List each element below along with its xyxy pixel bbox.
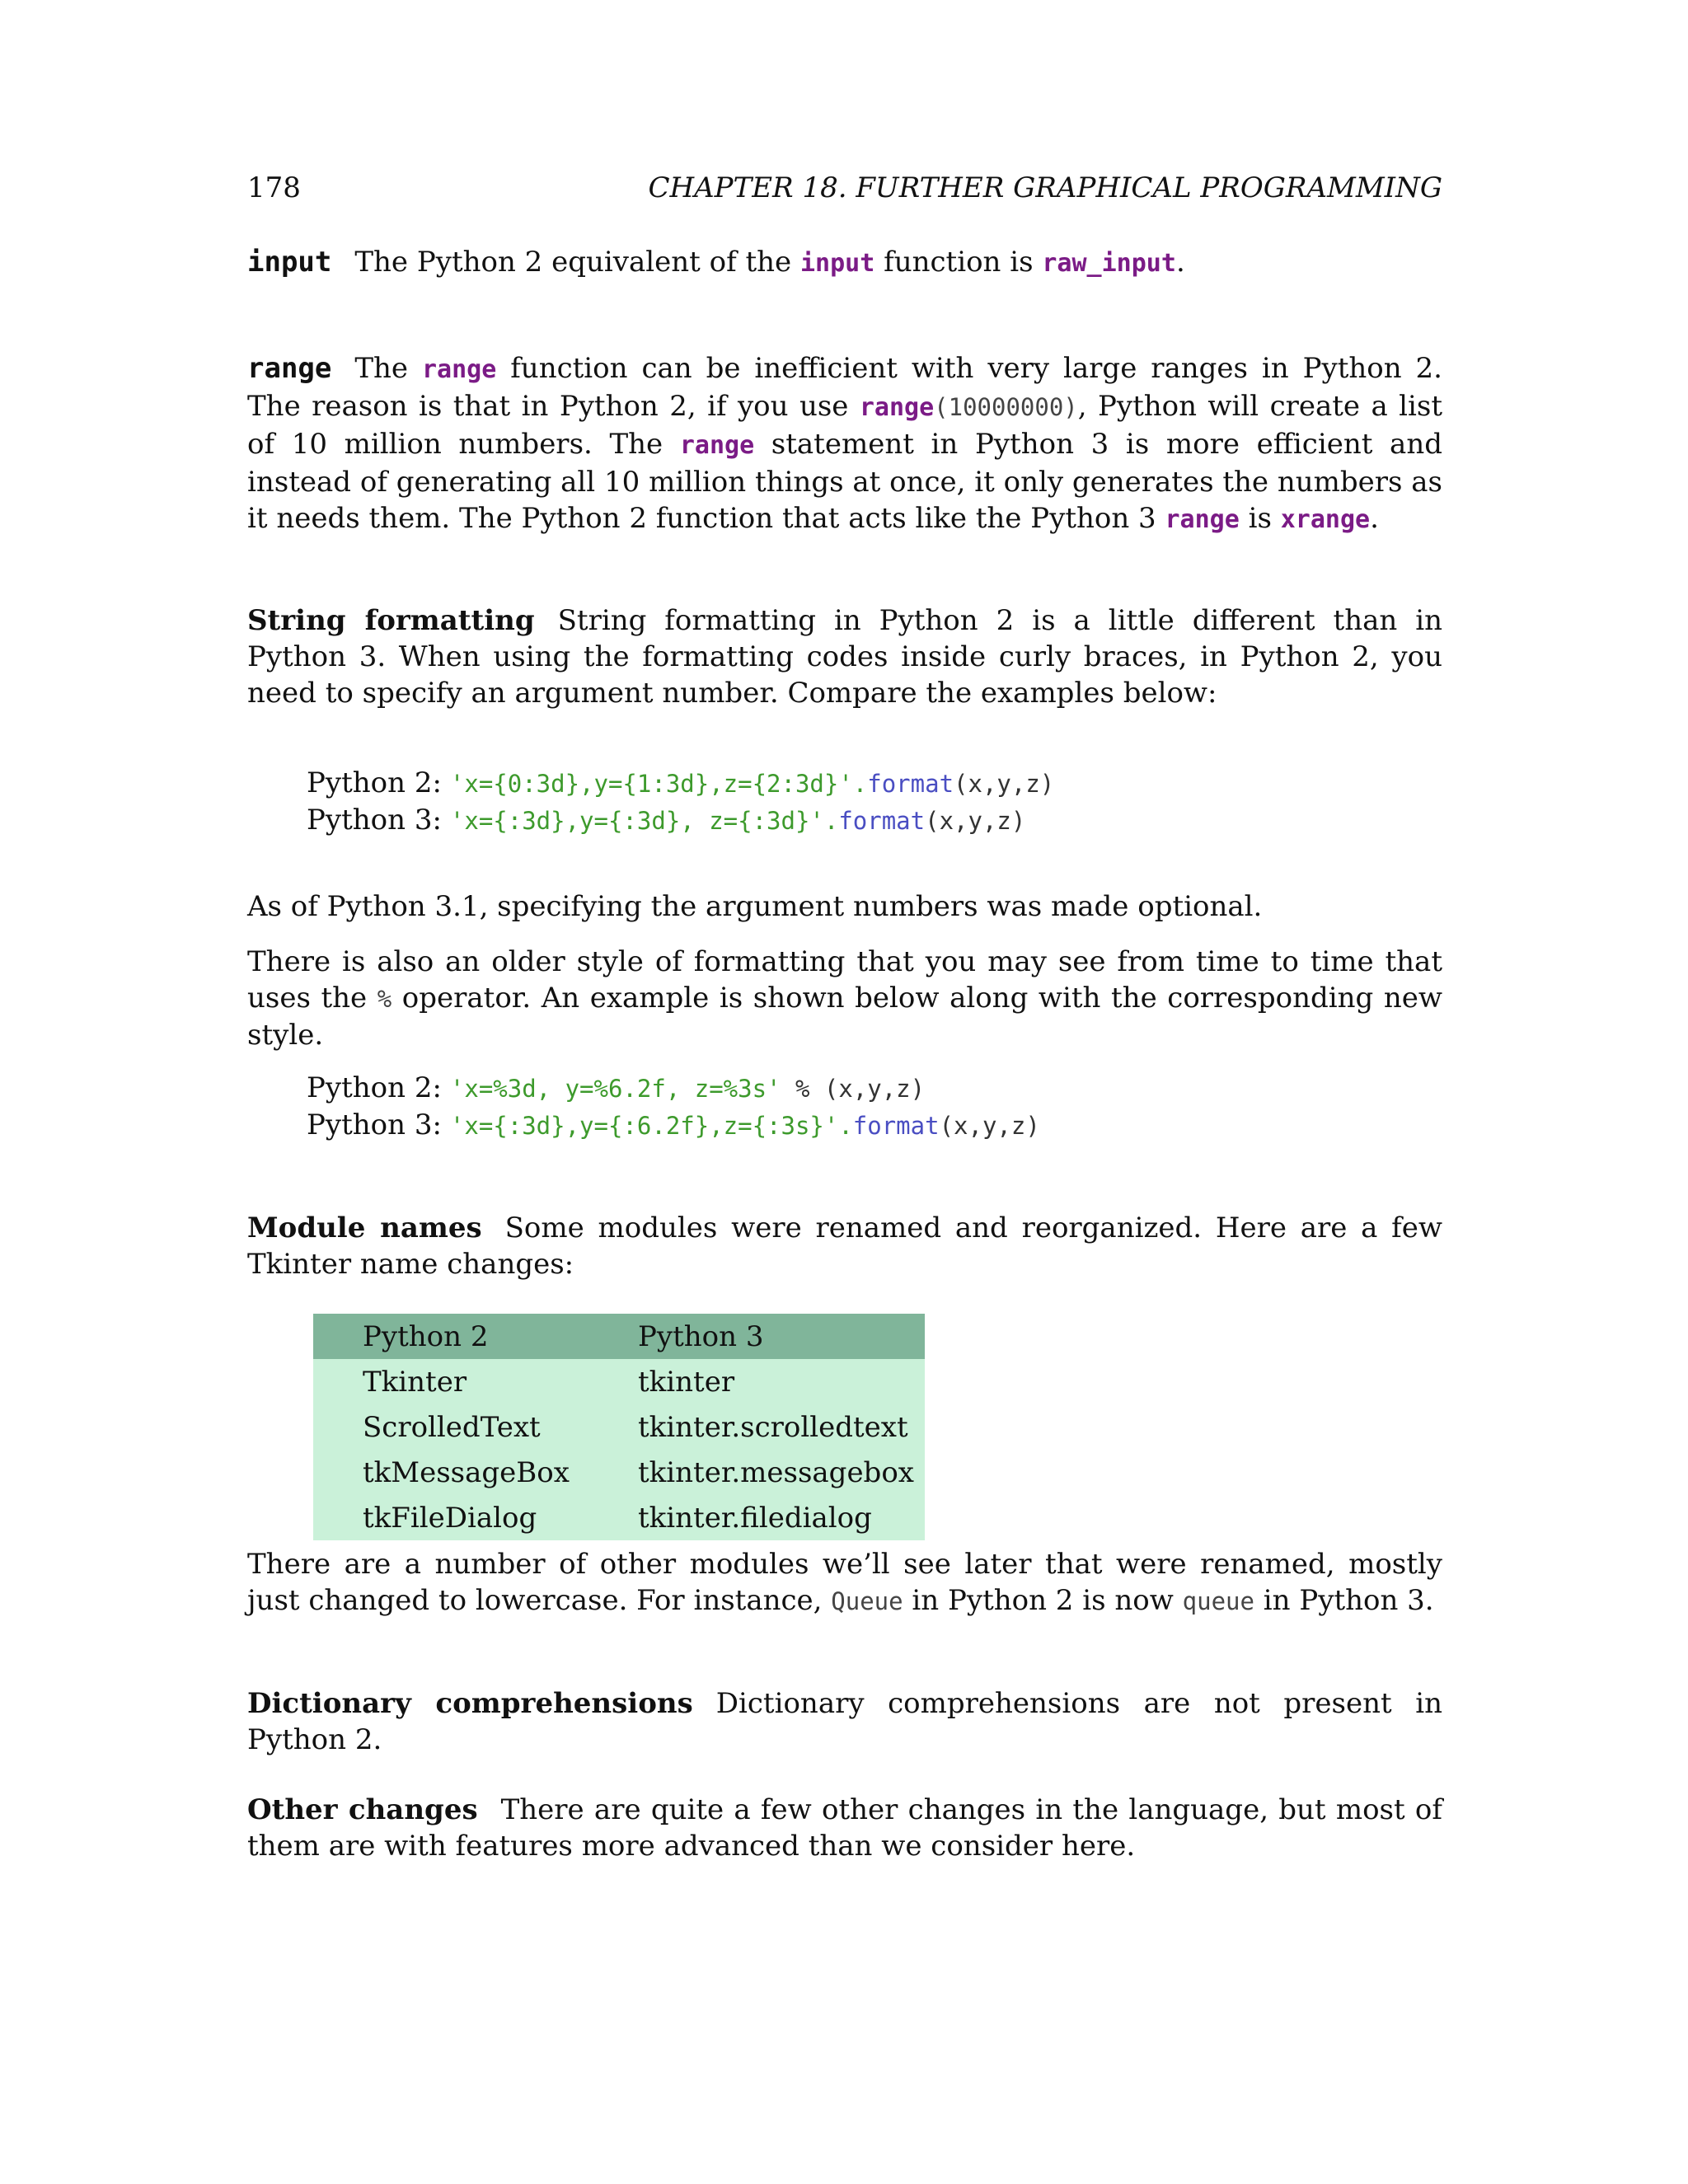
text: String formatting in Python 2 is a little different than in Python 3. When using the formatting codes inside curly braces, in Python 2, you need to specify an argument number. Compare the examples below: [247, 604, 1442, 710]
table-cell: tkinter.filedialog [638, 1501, 872, 1535]
text: There is also an older style of formatting that you may see from time to time that uses the [247, 945, 1442, 1015]
code-args: (x,y,z) [954, 770, 1055, 798]
code-function: format [867, 770, 954, 798]
code-dot: . [852, 770, 868, 798]
code-args: % (x,y,z) [781, 1075, 926, 1103]
code-string: 'x=%3d, y=%6.2f, z=%3s' [449, 1075, 781, 1103]
book-page [247, 0, 1442, 2184]
table-cell: ScrolledText [363, 1410, 541, 1444]
string-formatting-paragraph [247, 602, 1442, 711]
keyword-range: range [1165, 505, 1240, 534]
table-row [313, 1450, 925, 1495]
table-cell: Tkinter [363, 1365, 467, 1399]
code-string: 'x={:3d},y={:3d}, z={:3d}' [449, 807, 824, 835]
module-names-paragraph [247, 1210, 1442, 1282]
text: is [1239, 502, 1281, 535]
range-heading: range [247, 352, 332, 385]
code-line-python3 [307, 1107, 1040, 1144]
code-example-2 [307, 1070, 1040, 1144]
text: , Python will create a list of 10 million numbers. The [247, 390, 1443, 461]
text: in Python 2 is now [903, 1584, 1183, 1617]
text: function is [874, 246, 1043, 279]
keyword-range: range [859, 393, 935, 422]
input-paragraph [247, 244, 1442, 282]
code-label: Python 2: [307, 1071, 442, 1104]
module-names-heading: Module names [247, 1212, 482, 1244]
code-queue-py3: queue [1182, 1587, 1254, 1615]
code-dot: . [823, 807, 839, 835]
text: . [1175, 246, 1185, 279]
code-label: Python 2: [307, 766, 442, 799]
module-rename-table [313, 1314, 925, 1540]
text: There are a number of other modules we’ll see later that were renamed, mostly just changed to lowercase. For instance, [247, 1548, 1442, 1617]
table-cell: tkFileDialog [363, 1501, 537, 1535]
keyword-xrange: xrange [1280, 505, 1371, 534]
dictionary-comprehensions-heading: Dictionary comprehensions [247, 1687, 693, 1720]
code-function: format [852, 1112, 940, 1140]
text: There are quite a few other changes in the language, but most of them are with features more advanced than we consider here. [247, 1793, 1442, 1863]
text: Dictionary comprehensions are not present in Python 2. [247, 1687, 1442, 1756]
table-header-row [313, 1314, 925, 1359]
text: . [1370, 502, 1379, 535]
other-changes-heading: Other changes [247, 1793, 478, 1826]
table-row [313, 1404, 925, 1450]
code-example-1 [307, 765, 1054, 839]
code-string: 'x={0:3d},y={1:3d},z={2:3d}' [449, 770, 853, 798]
dictionary-comprehensions-paragraph [247, 1685, 1442, 1758]
table-row [313, 1359, 925, 1404]
percent-operator: % [377, 985, 392, 1013]
code-label: Python 3: [307, 1108, 442, 1141]
table-header-cell: Python 3 [638, 1319, 764, 1353]
paragraph-older-style [247, 944, 1442, 1053]
table-cell: tkinter.messagebox [638, 1455, 914, 1489]
text: in Python 3. [1254, 1584, 1434, 1617]
keyword-range: range [421, 355, 497, 384]
code-args: (x,y,z) [925, 807, 1026, 835]
code-function: format [838, 807, 926, 835]
paragraph-lowercase [247, 1546, 1442, 1619]
text: The Python 2 equivalent of the [354, 246, 800, 279]
code-line-python2 [307, 1070, 1040, 1107]
string-formatting-heading: String formatting [247, 604, 535, 637]
text: Some modules were renamed and reorganized. Here are a few Tkinter name changes: [247, 1212, 1442, 1281]
page-number: 178 [247, 171, 301, 204]
code-line-python3 [307, 802, 1054, 839]
table-cell: tkinter.scrolledtext [638, 1410, 908, 1444]
table-header-cell: Python 2 [363, 1319, 489, 1353]
code-dot: . [838, 1112, 853, 1140]
text: statement in Python 3 is more efficient and instead of generating all 10 million things at once, it only generates the numbers as it needs them. The Python 2 function that acts like the Python 3 [247, 428, 1442, 535]
keyword-range: range [679, 431, 755, 460]
chapter-title: CHAPTER 18. FURTHER GRAPHICAL PROGRAMMING [648, 171, 1442, 204]
code-args: (x,y,z) [939, 1112, 1040, 1140]
code-label: Python 3: [307, 804, 442, 837]
keyword-input: input [799, 249, 875, 278]
code-string: 'x={:3d},y={:6.2f},z={:3s}' [449, 1112, 839, 1140]
code-queue-py2: Queue [831, 1587, 903, 1615]
code-argument: (10000000) [934, 393, 1078, 421]
table-row [313, 1495, 925, 1540]
text: The [354, 352, 422, 385]
code-line-python2 [307, 765, 1054, 802]
text: function can be inefficient with very large ranges in Python 2. The reason is that in Python 2, if you use [247, 352, 1442, 423]
text: operator. An example is shown below along with the corresponding new style. [247, 982, 1442, 1052]
keyword-raw-input: raw_input [1042, 249, 1176, 278]
input-heading: input [247, 246, 332, 279]
table-cell: tkinter [638, 1365, 735, 1399]
range-paragraph [247, 350, 1442, 538]
table-cell: tkMessageBox [363, 1455, 570, 1489]
other-changes-paragraph [247, 1792, 1442, 1864]
paragraph-python31: As of Python 3.1, specifying the argument numbers was made optional. [247, 890, 1263, 923]
